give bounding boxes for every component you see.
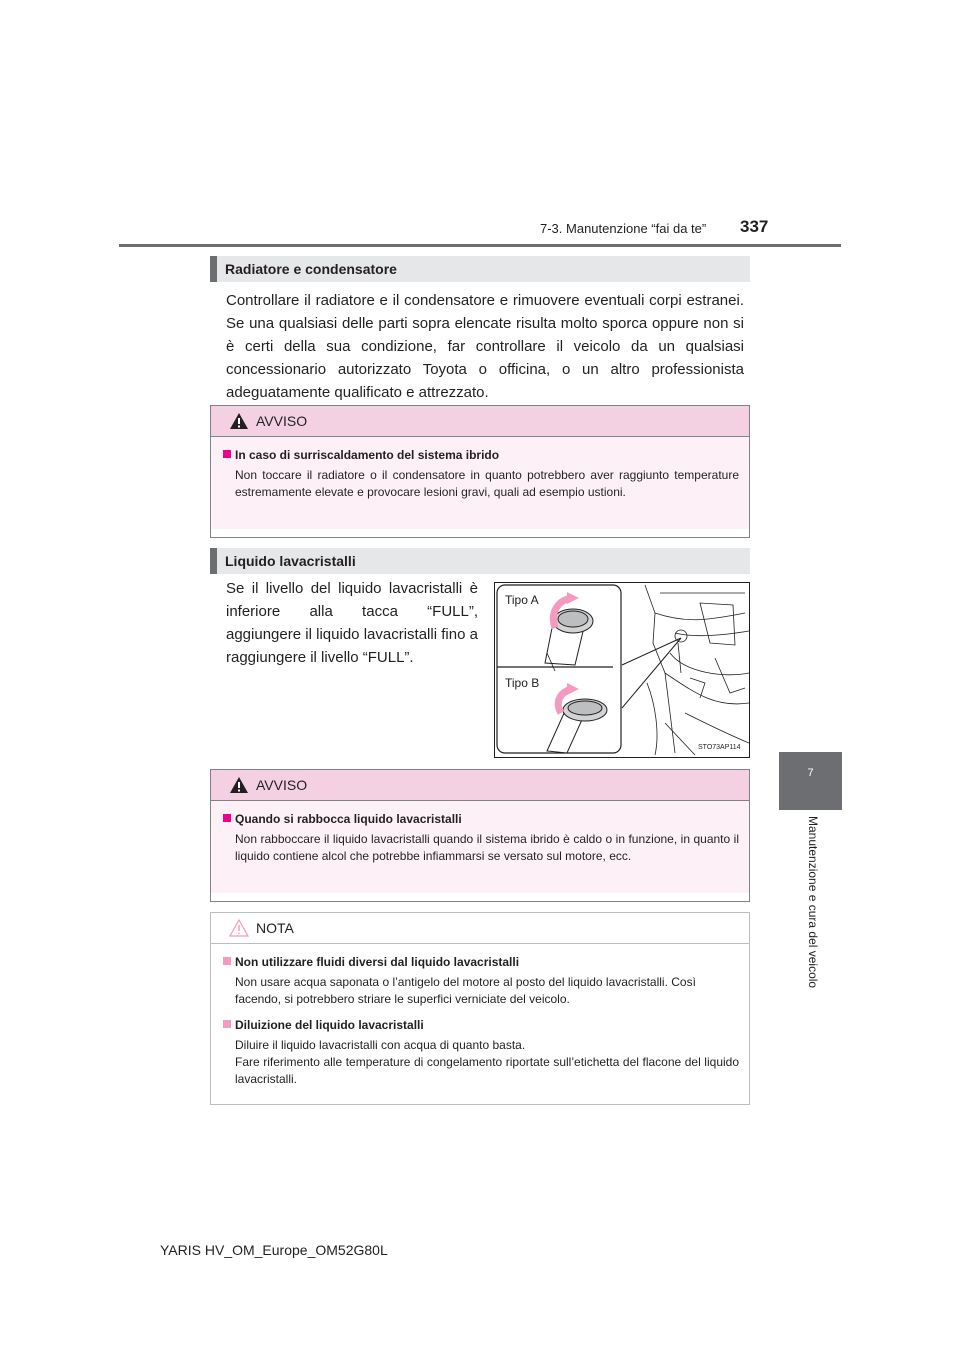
type-b-label: Tipo B — [505, 676, 540, 690]
warning-body — [211, 801, 749, 893]
warning-label: AVVISO — [256, 777, 308, 793]
header-divider — [119, 244, 841, 247]
type-a-label: Tipo A — [505, 593, 539, 607]
warning-body — [211, 437, 749, 529]
chapter-tab — [779, 752, 842, 810]
radiator-paragraph: Controllare il radiatore e il condensatore e rimuovere eventuali corpi estranei. Se una qualsiasi delle parti sopra elencate risulta molto sporca oppure non si è certi della sua condizione, far controllare il veicolo da un qualsiasi concessionario autorizzato Toyota o officina, o un altro professionista adeguatamente qualificato e attrezzato. — [226, 292, 744, 401]
bullet-square-icon — [223, 814, 231, 822]
notice-item-title — [221, 1016, 739, 1034]
caution-triangle-icon — [229, 919, 249, 937]
illustration-code: STO73AP114 — [698, 744, 741, 751]
notice-item-text: Diluire il liquido lavacristalli con acqua di quanto basta. Fare riferimento alle temperature di congelamento riportate sull’etichetta del flacone del liquido lavacristalli. — [235, 1038, 739, 1086]
warning-item-title-text: Quando si rabbocca liquido lavacristalli — [235, 812, 462, 826]
warning-box-refill — [210, 769, 750, 902]
notice-item-title-text: Non utilizzare fluidi diversi dal liquido lavacristalli — [235, 955, 520, 969]
footer-doc-id: YARIS HV_OM_Europe_OM52G80L — [160, 1242, 388, 1258]
warning-triangle-icon — [229, 776, 249, 794]
warning-box-overheat — [210, 405, 750, 538]
section-heading-washer: Liquido lavacristalli — [210, 548, 750, 574]
warning-triangle-icon — [229, 412, 249, 430]
notice-body — [211, 944, 749, 1096]
bullet-square-icon — [223, 1020, 231, 1028]
warning-label: AVVISO — [256, 413, 308, 429]
notice-item-title — [221, 953, 739, 971]
engine-bay-drawing-icon — [495, 583, 750, 758]
notice-header — [211, 913, 749, 944]
bullet-square-icon — [223, 450, 231, 458]
section-title: 7-3. Manutenzione “fai da te” — [540, 221, 707, 236]
warning-item-text: Non rabboccare il liquido lavacristalli quando il sistema ibrido è caldo o in funzione, in quanto il liquido contiene alcol che potrebbe infiammarsi se versato sul motore, ecc. — [235, 832, 739, 863]
warning-item-title-text: In caso di surriscaldamento del sistema ibrido — [235, 448, 500, 462]
washer-cap-illustration — [494, 582, 750, 758]
warning-header — [211, 770, 749, 801]
warning-item-title — [221, 446, 739, 464]
chapter-number: 7 — [807, 767, 814, 779]
page-number: 337 — [740, 217, 769, 236]
warning-header — [211, 406, 749, 437]
notice-item-text: Non usare acqua saponata o l’antigelo del motore al posto del liquido lavacristalli. Così facendo, si potrebbero striare le superfici verniciate del veicolo. — [235, 975, 696, 1006]
notice-item-title-text: Diluizione del liquido lavacristalli — [235, 1018, 424, 1032]
notice-box — [210, 912, 750, 1105]
section-heading-radiator: Radiatore e condensatore — [210, 256, 750, 282]
notice-label: NOTA — [256, 920, 294, 936]
warning-item-text: Non toccare il radiatore o il condensatore in quanto potrebbero aver raggiunto temperature estremamente elevate e provocare lesioni gravi, quali ad esempio ustioni. — [235, 468, 739, 499]
warning-item-title — [221, 810, 739, 828]
bullet-square-icon — [223, 957, 231, 965]
chapter-label: Manutenzione e cura del veicolo — [806, 816, 820, 989]
washer-paragraph: Se il livello del liquido lavacristalli è inferiore alla tacca “FULL”, aggiungere il liquido lavacristalli fino a raggiungere il livello “FULL”. — [226, 580, 478, 666]
